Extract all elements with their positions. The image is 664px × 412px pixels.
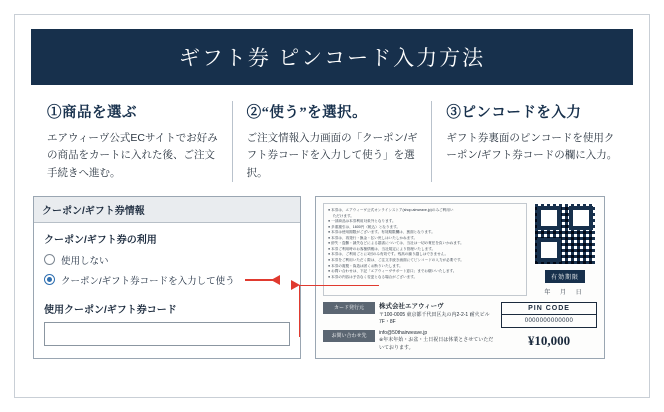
note-line: ● 紛失・盗難・滅失などによる損害については、当社は一切の責任を負いかねます。 (328, 241, 464, 246)
expiry-badge: 有効期限 (545, 270, 585, 283)
step-1-text: エアウィーヴ公式ECサイトでお好みの商品をカートに入れた後、ご注文手続きへ進む。 (47, 132, 218, 179)
contact-tag: お問い合わせ先 (323, 330, 375, 342)
gift-card-top (323, 203, 597, 296)
coupon-code-label: 使用クーポン/ギフト券コード (44, 304, 177, 316)
coupon-form-panel (33, 196, 301, 359)
step-2 (232, 101, 432, 182)
gift-card-amount: ¥10,000 (527, 332, 571, 348)
note-line: ● 本券は、ご利用ごとに1回のみ有効です。残高の繰り越しはできません。 (328, 252, 449, 257)
radio-option-no-coupon-label: 使用しない (61, 255, 109, 267)
coupon-code-input[interactable] (44, 322, 290, 346)
radio-selected-icon[interactable] (44, 274, 55, 285)
coupon-form-header: クーポン/ギフト券情報 (34, 197, 300, 223)
note-line: ● 本券は、再発行・換金・払い戻しはいたしかねます。 (328, 235, 418, 240)
note-line: ただけます。 (328, 213, 354, 218)
pin-code-number: 0000000000000 (524, 317, 574, 324)
radio-option-no-coupon[interactable] (44, 253, 290, 267)
step-1-heading: ①商品を選ぶ (47, 105, 137, 121)
step-2-heading: ②“使う”を選択。 (246, 105, 368, 121)
connector-line (299, 285, 379, 337)
note-line: ● 本券は、エアウィーヴ公式オンラインストア(shop.airweave.jp)のみご利用い (328, 207, 454, 212)
note-line: ● 本券の複製・偽造は固くお断りいたします。 (328, 263, 403, 268)
steps-row (33, 101, 631, 182)
gift-card-notes (323, 203, 527, 296)
radio-option-use-coupon-label: クーポン/ギフト券コードを入力して使う (61, 275, 235, 287)
pointer-arrow-icon (245, 279, 279, 281)
pin-box (501, 302, 597, 328)
issuer-name: 株式会社エアウィーヴ (379, 302, 444, 310)
note-line: ● 本券の内容は予告なく変更となる場合がございます。 (328, 274, 418, 279)
coupon-form-body (34, 223, 300, 358)
qr-finder-icon (537, 238, 561, 262)
step-3-heading: ③ピンコードを入力 (446, 105, 582, 121)
pin-code-title: PIN CODE (502, 303, 596, 315)
issuer-tag: カード発行元 (323, 302, 375, 314)
radio-option-use-coupon[interactable] (44, 273, 290, 287)
qr-code-icon (534, 203, 596, 265)
contact-name: info@50thairweave.jp (379, 329, 428, 336)
radio-circle-icon[interactable] (44, 254, 55, 265)
note-line: ● 一部商品は本券利用対象外となります。 (328, 219, 396, 224)
title-bar (31, 29, 633, 85)
note-line: ● 本券をご利用いただく際は、ご注文手続き画面にてピンコードの入力が必要です。 (328, 258, 464, 262)
note-line: ● 本券ご利用時のお客様情報は、当社規定により管理いたします。 (328, 246, 436, 251)
step-1 (33, 101, 232, 182)
step-2-text: ご注文情報入力画面の「クーポン/ギフト券コードを入力して使う」を選択。 (246, 132, 418, 179)
note-line: ● お問い合わせは、下記「エアウィーヴサポート窓口」までお願いいたします。 (328, 269, 457, 274)
coupon-code-field[interactable] (45, 323, 289, 345)
step-3 (431, 101, 631, 182)
expiry-date-line: 年 月 日 (544, 289, 586, 296)
note-line: ● 多重割引は、1600円（税込）となります。 (328, 224, 400, 229)
qr-column (533, 203, 597, 296)
contact-text (379, 330, 495, 353)
content-frame (14, 14, 650, 398)
page-title: ギフト券 ピンコード入力方法 (178, 46, 486, 70)
issuer-detail: 〒100-0005 東京都千代田区丸の内2-2-1 耐火ビル7F・8F (379, 311, 490, 326)
step-3-text: ギフト券裏面のピンコードを使用クーポン/ギフト券コードの欄に入力。 (446, 132, 618, 162)
connector-arrow-icon (291, 280, 300, 290)
contact-detail: ※年末年始・お盆・土日祝日は休業とさせていただいております。 (379, 337, 494, 351)
issuer-text (379, 302, 495, 327)
pin-column (501, 302, 597, 349)
note-line: ● 本券は使用期限がございます。有効期限欄は、裏面となります。 (328, 230, 435, 235)
coupon-usage-label: クーポン/ギフト券の利用 (44, 234, 157, 246)
